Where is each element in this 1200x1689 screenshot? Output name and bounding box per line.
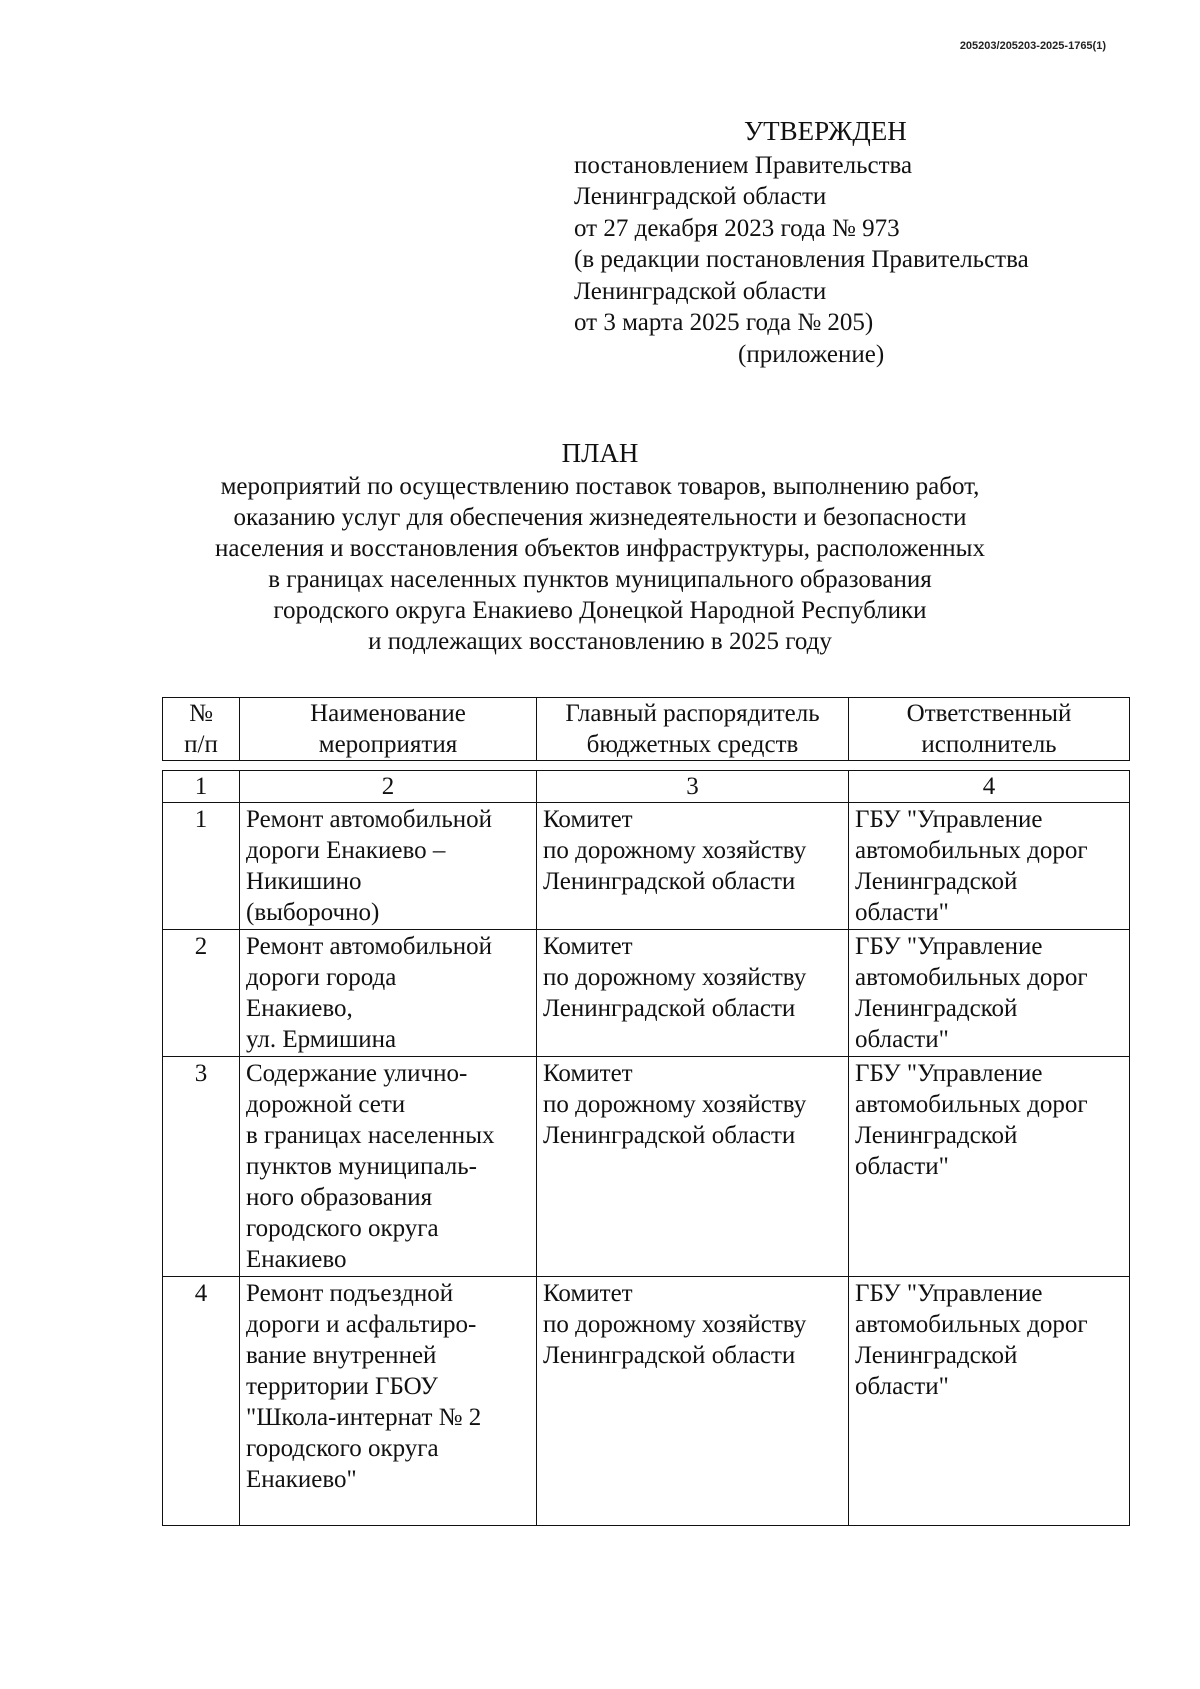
header-text: Ответственный [906, 700, 1072, 727]
cell-manager-line: Комитет [543, 806, 633, 833]
header-cell-executor [849, 698, 1130, 761]
plan-subtitle-line: в границах населенных пунктов муниципального образования [268, 566, 932, 593]
cell-number: 1 [163, 803, 240, 930]
plan-subtitle-line: мероприятий по осуществлению поставок товаров, выполнению работ, [220, 473, 980, 500]
cell-name-line: Енакиево" [246, 1466, 357, 1493]
plan-title: ПЛАН [561, 438, 639, 468]
cell-name-line: дороги города [246, 964, 397, 991]
cell-name-line: Ремонт подъездной [246, 1280, 454, 1307]
approval-line: (в редакции постановления Правительства [574, 246, 1029, 273]
approval-line: от 3 марта 2025 года № 205) [574, 309, 874, 336]
cell-name-line: Енакиево [246, 1246, 347, 1273]
plan-table [162, 770, 1130, 1526]
cell-name-line: вание внутренней [246, 1342, 437, 1369]
cell-name-line: "Школа-интернат № 2 [246, 1404, 482, 1431]
approval-block [574, 116, 1134, 370]
cell-name-line: территории ГБОУ [246, 1373, 438, 1400]
cell-name-line: Ремонт автомобильной [246, 933, 492, 960]
cell-number: 2 [163, 930, 240, 1057]
cell-manager-line: по дорожному хозяйству [543, 1091, 807, 1118]
plan-subtitle-line: населения и восстановления объектов инфраструктуры, расположенных [215, 535, 985, 562]
header-text: № [189, 700, 213, 727]
header-cell-number [163, 698, 240, 761]
column-number-row [163, 771, 1130, 803]
cell-executor-line: автомобильных дорог [855, 964, 1088, 991]
cell-name-line: городского округа [246, 1435, 439, 1462]
table-row [163, 803, 1130, 930]
cell-name-line: Ремонт автомобильной [246, 806, 492, 833]
cell-executor [849, 1057, 1130, 1277]
plan-subtitle-line: городского округа Енакиево Донецкой Народной Республики [273, 597, 927, 624]
cell-name [240, 930, 537, 1057]
cell-manager-line: по дорожному хозяйству [543, 1311, 807, 1338]
cell-number: 4 [163, 1277, 240, 1526]
cell-manager-line: Ленинградской области [543, 868, 796, 895]
cell-executor-line: ГБУ "Управление [855, 806, 1043, 833]
header-text: мероприятия [318, 731, 458, 758]
column-number: 2 [240, 771, 537, 803]
cell-name [240, 1277, 537, 1526]
cell-executor-line: Ленинградской [855, 1122, 1018, 1149]
plan-subtitle-line: и подлежащих восстановлению в 2025 году [368, 628, 832, 655]
cell-name [240, 803, 537, 930]
header-text: бюджетных средств [586, 731, 799, 758]
cell-executor-line: Ленинградской [855, 1342, 1018, 1369]
approval-line: постановлением Правительства [574, 151, 913, 179]
cell-manager-line: Комитет [543, 1280, 633, 1307]
header-cell-name [240, 698, 537, 761]
approval-line: Ленинградской области [574, 183, 827, 210]
cell-executor-line: автомобильных дорог [855, 1311, 1088, 1338]
cell-manager-line: Ленинградской области [543, 1122, 796, 1149]
cell-executor [849, 930, 1130, 1057]
plan-subtitle-line: оказанию услуг для обеспечения жизнедеятельности и безопасности [233, 504, 967, 531]
cell-manager-line: Ленинградской области [543, 1342, 796, 1369]
table-header [162, 697, 1130, 761]
cell-executor-line: автомобильных дорог [855, 837, 1088, 864]
cell-name-line: (выборочно) [246, 899, 380, 926]
approval-annex: (приложение) [738, 340, 885, 368]
column-number: 3 [537, 771, 849, 803]
cell-name-line: Никишино [246, 868, 362, 895]
cell-executor-line: ГБУ "Управление [855, 1060, 1043, 1087]
cell-executor-line: области" [855, 1026, 949, 1053]
cell-number: 3 [163, 1057, 240, 1277]
approval-title: УТВЕРЖДЕН [744, 116, 907, 146]
cell-manager-line: Комитет [543, 933, 633, 960]
cell-name-line: дороги Енакиево – [246, 837, 446, 864]
cell-executor-line: области" [855, 1153, 949, 1180]
approval-line: от 27 декабря 2023 года № 973 [574, 214, 900, 242]
cell-name-line: Содержание улично- [246, 1060, 468, 1087]
header-text: Главный распорядитель [565, 700, 820, 727]
cell-manager [537, 803, 849, 930]
header-cell-manager [537, 698, 849, 761]
cell-executor-line: Ленинградской [855, 995, 1018, 1022]
cell-manager-line: Комитет [543, 1060, 633, 1087]
header-text: п/п [184, 731, 218, 758]
cell-name-line: ного образования [246, 1184, 433, 1211]
cell-name-line: ул. Ермишина [246, 1026, 397, 1053]
cell-name-line: пунктов муниципаль- [246, 1153, 477, 1180]
cell-manager-line: по дорожному хозяйству [543, 964, 807, 991]
cell-executor-line: области" [855, 1373, 949, 1400]
header-text: Наименование [310, 700, 466, 727]
cell-manager [537, 930, 849, 1057]
cell-name-line: Енакиево, [246, 995, 353, 1022]
cell-manager [537, 1057, 849, 1277]
cell-executor-line: ГБУ "Управление [855, 933, 1043, 960]
cell-executor [849, 1277, 1130, 1526]
header-text: исполнитель [921, 731, 1057, 758]
table-row [163, 1277, 1130, 1526]
cell-executor [849, 803, 1130, 930]
column-number: 1 [163, 771, 240, 803]
plan-heading [100, 437, 1100, 657]
cell-name-line: дороги и асфальтиро- [246, 1311, 477, 1338]
cell-name [240, 1057, 537, 1277]
column-number: 4 [849, 771, 1130, 803]
cell-executor-line: Ленинградской [855, 868, 1018, 895]
approval-line: Ленинградской области [574, 277, 827, 305]
cell-manager-line: по дорожному хозяйству [543, 837, 807, 864]
table-row [163, 930, 1130, 1057]
table-row [163, 1057, 1130, 1277]
cell-name-line: городского округа [246, 1215, 439, 1242]
cell-manager-line: Ленинградской области [543, 995, 796, 1022]
cell-name-line: в границах населенных [246, 1122, 495, 1149]
cell-executor-line: автомобильных дорог [855, 1091, 1088, 1118]
cell-manager [537, 1277, 849, 1526]
cell-name-line: дорожной сети [246, 1091, 406, 1118]
document-id: 205203/205203-2025-1765(1) [959, 40, 1106, 52]
cell-executor-line: области" [855, 899, 949, 926]
cell-executor-line: ГБУ "Управление [855, 1280, 1043, 1307]
